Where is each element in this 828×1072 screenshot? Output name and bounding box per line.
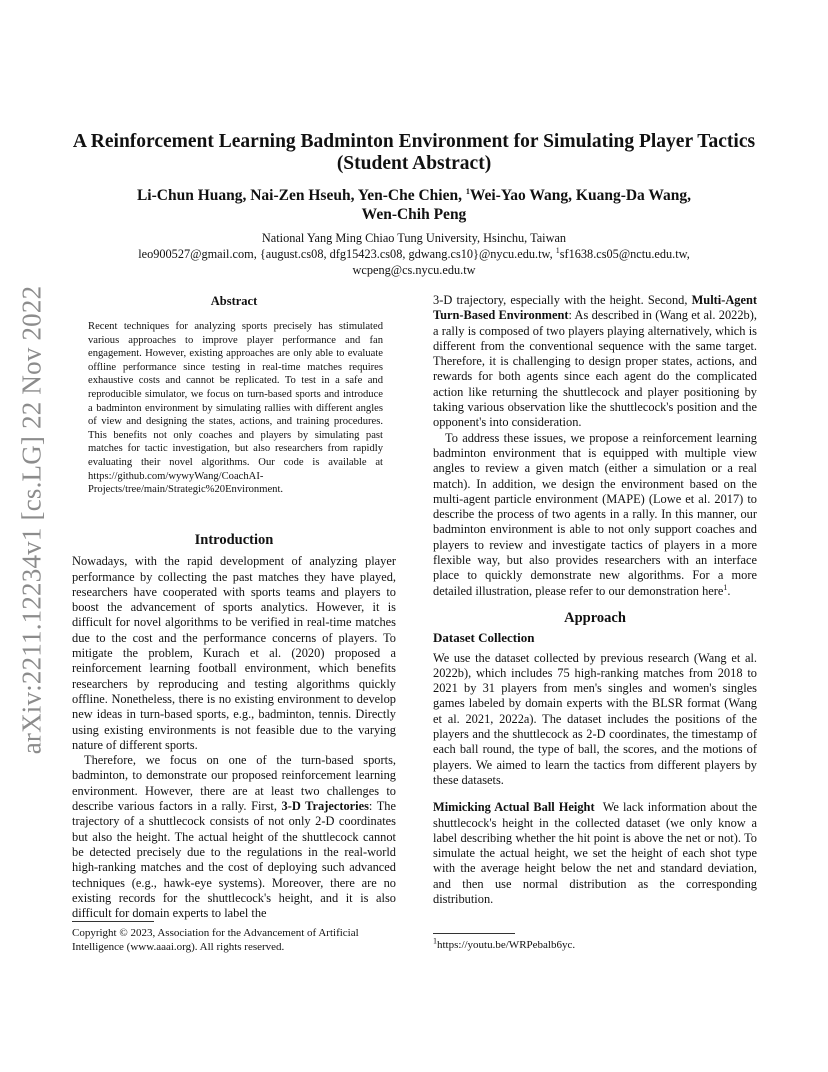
emails-line1 xyxy=(60,246,768,262)
paper-title-line1: A Reinforcement Learning Badminton Environment for Simulating Player Tactics xyxy=(72,131,756,152)
height-text: We lack information about the shuttlecock's height in the collected dataset (we only know a label describing whether the hit point is above the net or not). To simulate the actual height, we set the height of each shot type with the average height below the net and standard deviation, and then use normal distribution as the corresponding distribution. xyxy=(433,800,757,906)
proposal-end: . xyxy=(727,583,731,598)
dataset-heading: Dataset Collection xyxy=(433,630,535,646)
emails-line2: wcpeng@cs.nycu.edu.tw xyxy=(352,263,476,277)
author-list xyxy=(60,186,768,224)
author-names-a: Li-Chun Huang, Nai-Zen Hseuh, Yen-Che Chien, xyxy=(136,187,466,204)
demo-footnote xyxy=(433,938,757,952)
dataset-paragraph: We use the dataset collected by previous research (Wang et al. 2022b), which includes 75 high-ranking matches from 2018 to 2021 by 31 players from men's singles and women's singles games labeled by domain experts with the BLSR format (Wang et al. 2021, 2022a). The dataset includes the positions of the players and the shuttlecock as 2-D coordinates, the timestamp of each ball round, the type of ball, the scores, and the motions of players. We aimed to learn the tactics from different players by these datasets. xyxy=(433,650,757,787)
intro-paragraph-2 xyxy=(72,753,396,921)
challenges-bold: Multi-Agent Turn-Based Environment xyxy=(433,293,757,323)
emails-b: sf1638.cs05@nctu.edu.tw, xyxy=(559,247,690,261)
introduction-heading: Introduction xyxy=(194,532,274,548)
introduction-section xyxy=(72,533,396,921)
demo-footnote-mark: 1 xyxy=(723,582,728,592)
footnote-number: 1 xyxy=(433,936,437,946)
arxiv-stamp-text: arXiv:2211.12234v1 [cs.LG] 22 Nov 2022 xyxy=(16,285,47,755)
author-line2: Wen-Chih Peng xyxy=(361,206,467,223)
challenges-end: : As described in (Wang et al. 2022b), a rally is composed of two players playing alternatively, which is different from the conventional sequence with the same target. Therefore, it is challenging to design proper states, actions, and rewards for both agents since each agent do the complicated action like returning the shuttlecock and player positioning by taking various observation like the shuttlecock's position and the opponent's into consideration. xyxy=(433,308,757,430)
proposal-text: To address these issues, we propose a reinforcement learning badminton environment that is equipped with multiple view angles to review a given match (either a simulation or a real match). In addition, we design the environment based on the multi-agent particle environment (MAPE) (Lowe et al. 2017) to describe the process of two agents in a rally. In this manner, our badminton environment is able to not only support coaches and players to review and investigate tactics of players in a more flexible way, but also provides researchers with an interface place to quickly demonstrate new algorithms. For a more detailed illustration, please refer to our demonstration here xyxy=(433,430,757,598)
copyright-notice: Copyright © 2023, Association for the Advancement of Artificial Intelligence (www.aaai.org). All rights reserved. xyxy=(72,927,359,953)
author-line1 xyxy=(60,186,768,205)
height-paragraph xyxy=(433,800,757,907)
proposal-paragraph xyxy=(433,431,757,599)
challenges-paragraph xyxy=(433,293,757,431)
arxiv-stamp xyxy=(12,275,52,765)
emails-a: leo900527@gmail.com, {august.cs08, dfg15423.cs08, gdwang.cs10}@nycu.edu.tw, xyxy=(138,247,556,261)
intro-p2-start: Therefore, we focus on one of the turn-based sports, badminton, to demonstrate our proposed reinforcement learning environment. However, there are at least two challenges to describe various factors in a rally. First, xyxy=(72,753,396,814)
emails-footnote-mark: 1 xyxy=(555,245,560,255)
author-footnote-mark: 1 xyxy=(465,186,470,196)
affiliation: National Yang Ming Chiao Tung University, Hsinchu, Taiwan xyxy=(261,231,567,245)
intro-p2-bold: 3-D Trajectories xyxy=(281,799,369,814)
intro-paragraph-1: Nowadays, with the rapid development of analyzing player performance by collecting the past matches they have played, researchers have cooperated with sports teams and players to boost the advancement of sports analytics. However, it is difficult for novel algorithms to be verified in real-time matches due to the cost and the performance concerns of players. To mitigate the problem, Kurach et al. (2020) proposed a reinforcement learning football environment, which benefits researchers by reproducing and testing algorithms quickly offline. Nonetheless, there is no existing environment to develop new ideas in turn-based sports, e.g., badminton, tennis. Directly using existing environments is not feasible due to the varying nature of different sports. xyxy=(72,554,396,752)
author-names-b: Wei-Yao Wang, Kuang-Da Wang, xyxy=(469,187,692,204)
approach-heading: Approach xyxy=(564,609,626,626)
footnote-divider-left xyxy=(72,921,154,922)
abstract-heading: Abstract xyxy=(210,294,258,308)
intro-p2-end: : The trajectory of a shuttlecock consists of not only 2-D coordinates but also the height. The actual height of the shuttlecock cannot be detected precisely due to the regulations in the real-world high-ranking matches and the cost of deploying such advanced techniques (e.g., hawk-eye systems). Moreover, there are no existing records for the shuttlecock's height, and it is also difficult for domain experts to label the xyxy=(72,799,396,921)
footnote-divider-right xyxy=(433,933,515,934)
affiliation-block xyxy=(60,230,768,278)
right-column xyxy=(433,293,757,907)
abstract-text: Recent techniques for analyzing sports precisely has stimulated various approaches to improve player performance and fan engagement. However, existing approaches are only able to evaluate offline performance since testing in real-time matches requires exhaustive costs and cannot be replicated. To test in a safe and reproducible simulator, we focus on turn-based sports and introduce a badminton environment by simulating rallies with different angles of view and designing the states, actions, and training procedures. This benefits not only coaches and players by simulating past matches for tactic investigation, but also researchers from rapidly evaluating their novel algorithms. Our code is available at https://github.com/wywyWang/CoachAI-Projects/tree/main/Strategic%20Environment. xyxy=(88,321,383,496)
challenges-start: 3-D trajectory, especially with the height. Second, xyxy=(433,293,692,307)
footnote-link: https://youtu.be/WRPebalb6yc. xyxy=(437,939,576,951)
paper-title xyxy=(60,131,768,175)
height-heading: Mimicking Actual Ball Height xyxy=(433,800,595,815)
paper-title-line2: (Student Abstract) xyxy=(336,153,492,174)
